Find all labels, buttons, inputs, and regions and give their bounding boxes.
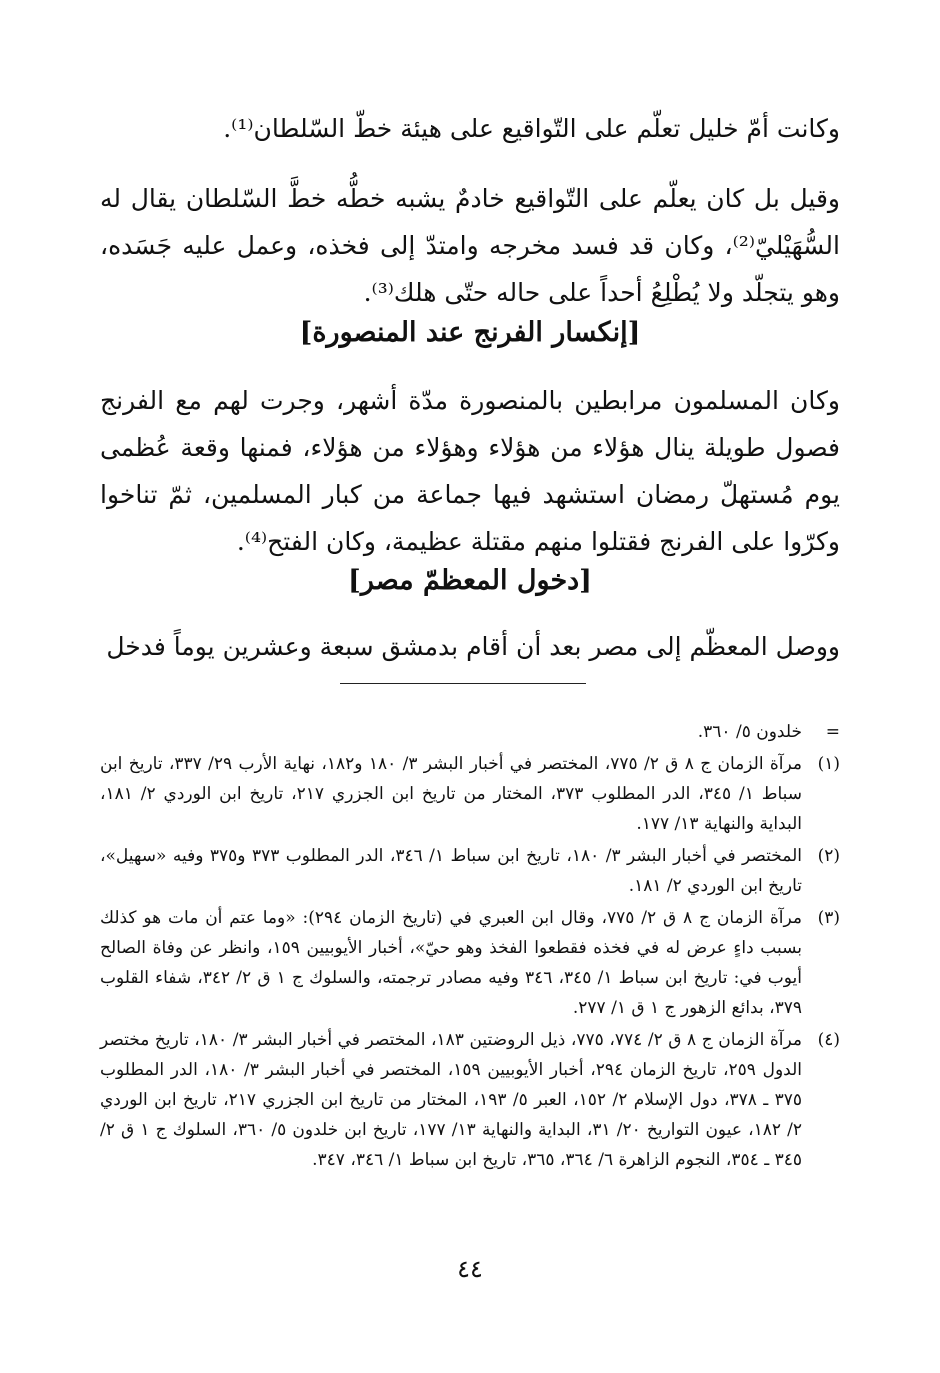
paragraph-3: وكان المسلمون مرابطين بالمنصورة مدّة أشهر، وجرت لهم مع الفرنج فصول طويلة ينال هؤلاء من هؤلاء وهؤلاء من هؤلاء، فمنها وقعة عُظمى يوم مُستهلّ رمضان استشهد فيها جماعة من كبار المسلمين، ثمّ تناخوا وكرّوا على الفرنج فقتلوا منهم مقتلة عظيمة، وكان الفتح⁽⁴⁾. <box>100 386 840 556</box>
footnote-text: مرآة الزمان ج ٨ ق ٢/ ٧٧٥، المختصر في أخبار البشر ٣/ ١٨٠ و١٨٢، نهاية الأرب ٢٩/ ٣٣٧، تاريخ ابن سباط ١/ ٣٤٥، الدر المطلوب ٣٧٣، المختار من تاريخ ابن الجزري ٢١٧، تاريخ ابن الوردي ٢/ ١٨١، البداية والنهاية ١٣/ ١٧٧. <box>100 754 803 834</box>
footnote-continuation <box>100 717 840 747</box>
footnote-text: مرآة الزمان ج ٨ ق ٢/ ٧٧٥، وقال ابن العبري في (تاريخ الزمان ٢٩٤): «وما عتم أن مات هو كذلك بسبب داءٍ عرض له في فخذه فقطعوا الفخذ وهو حيّ»، أخبار الأيوبيين ١٥٩، وانظر عن وفاة الصالح أيوب في: تاريخ ابن سباط ١/ ٣٤٥، ٣٤٦ وفيه مصادر ترجمته، والسلوك ج ١ ق ٢/ ٣٤٢، شفاء القلوب ٣٧٩، بدائع الزهور ج ١ ق ١/ ٢٧٧. <box>100 908 803 1018</box>
footnote-4 <box>100 1025 840 1175</box>
footnote-number: (٤) <box>817 1030 840 1050</box>
book-page <box>100 95 840 1335</box>
page-number: ٤٤ <box>457 1255 483 1283</box>
paragraph-2: وقيل بل كان يعلّم على التّواقيع خادمٌ يشبه خطُّه خطَّ السّلطان يقال له السُّهَيْليّ⁽²⁾، وكان قد فسد مخرجه وامتدّ إلى فخذه، وعمل عليه جَسَده، وهو يتجلّد ولا يُطْلِعُ أحداً على حاله حتّى هلك⁽³⁾. <box>100 184 840 307</box>
footnotes <box>100 717 840 1177</box>
footnote-number: (١) <box>817 754 840 774</box>
footnote-number: (٢) <box>817 846 840 866</box>
footnote-marker: = <box>825 722 840 742</box>
section-heading-mansoura: [إنكسار الفرنج عند المنصورة] <box>299 317 641 348</box>
section-heading-muazzam: [دخول المعظمّ مصر] <box>348 565 592 596</box>
footnote-text: مرآة الزمان ج ٨ ق ٢/ ٧٧٤، ٧٧٥، ذيل الروضتين ١٨٣، المختصر في أخبار البشر ٣/ ١٨٠، تاريخ مختصر الدول ٢٥٩، تاريخ الزمان ٢٩٤، أخبار الأيوبيين ١٥٩، المختصر في أخبار البشر ٣/ ١٨٠، الدر المطلوب ٣٧٥ ـ ٣٧٨، دول الإسلام ٢/ ١٥٢، العبر ٥/ ١٩٣، المختار من تاريخ ابن الجزري ٢١٧، تاريخ ابن الوردي ٢/ ١٨٢، عيون التواريخ ٢٠/ ٣١، البداية والنهاية ١٣/ ١٧٧، تاريخ ابن خلدون ٥/ ٣٦٠، السلوك ج ١ ق ٢/ ٣٤٥ ـ ٣٥٤، النجوم الزاهرة ٦/ ٣٦٤، ٣٦٥، تاريخ ابن سباط ١/ ٣٤٦، ٣٤٧. <box>100 1030 803 1170</box>
footnote-2 <box>100 841 840 901</box>
footnote-text: خلدون ٥/ ٣٦٠. <box>697 722 802 742</box>
footnote-3 <box>100 903 840 1023</box>
footnote-1 <box>100 749 840 839</box>
footnote-number: (٣) <box>817 908 840 928</box>
paragraph-4: ووصل المعظّم إلى مصر بعد أن أقام بدمشق سبعة وعشرين يوماً فدخل <box>106 632 840 661</box>
footnote-text: المختصر في أخبار البشر ٣/ ١٨٠، تاريخ ابن سباط ١/ ٣٤٦، الدر المطلوب ٣٧٣ و٣٧٥ وفيه «سهيل»، تاريخ ابن الوردي ٢/ ١٨١. <box>100 846 802 896</box>
footnote-divider <box>340 683 586 684</box>
paragraph-1: وكانت أمّ خليل تعلّم على التّواقيع على هيئة خطّ السّلطان⁽¹⁾. <box>223 114 840 143</box>
